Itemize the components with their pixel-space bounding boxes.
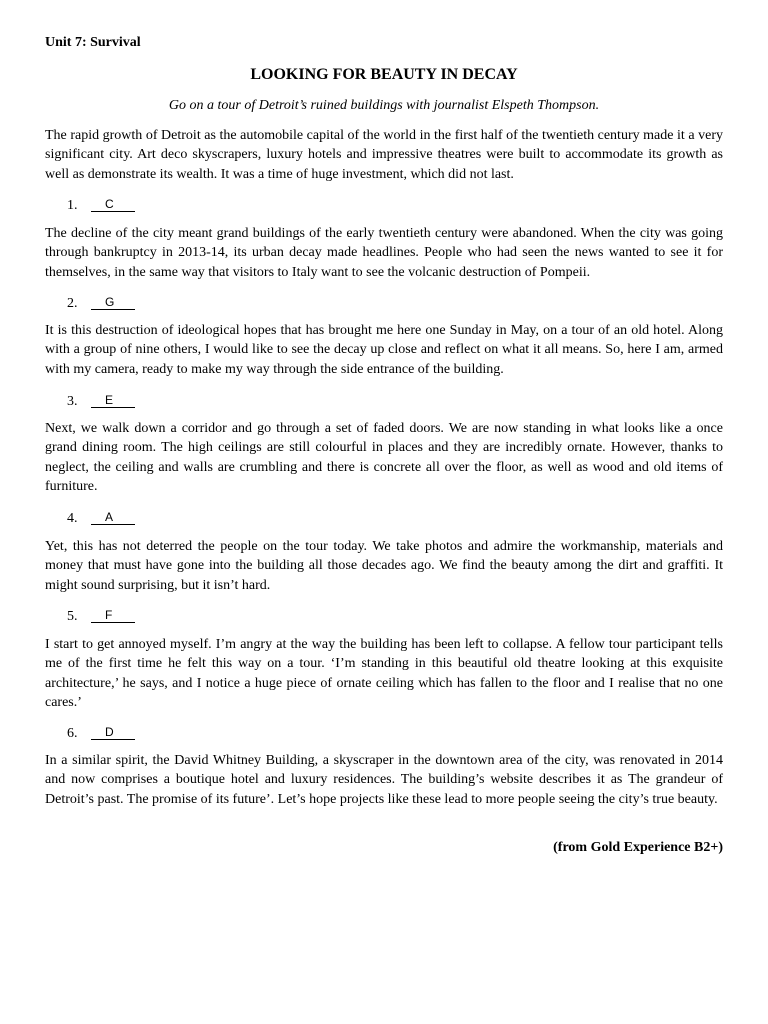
paragraph-5: Yet, this has not deterred the people on the tour today. We take photos and admire the workmanship, materials and money that must have gone into the building all those decades ago. We find the beauty among the dirt and graffiti. It might sound surprising, but it isn’t hard.	[45, 539, 723, 593]
gap-answer[interactable]: C	[91, 197, 135, 212]
gap-number: 4.	[67, 511, 78, 526]
article-subtitle: Go on a tour of Detroit’s ruined buildings with journalist Elspeth Thompson.	[168, 98, 600, 113]
gap-4	[67, 510, 135, 530]
article-title: LOOKING FOR BEAUTY IN DECAY	[250, 66, 518, 83]
gap-answer[interactable]: A	[91, 510, 135, 525]
gap-5	[67, 608, 135, 628]
gap-number: 5.	[67, 609, 78, 624]
source-credit: (from Gold Experience B2+)	[553, 840, 723, 855]
paragraph-2: The decline of the city meant grand buildings of the early twentieth century were abandoned. When the city was going through bankruptcy in 2013-14, its urban decay made headlines. People who had seen the news wanted to see it for themselves, in the same way that visitors to Italy want to see the volcanic destruction of Pompeii.	[45, 226, 723, 280]
gap-number: 6.	[67, 726, 78, 741]
gap-answer[interactable]: G	[91, 295, 135, 310]
paragraph-1: The rapid growth of Detroit as the automobile capital of the world in the first half of the twentieth century made it a very significant city. Art deco skyscrapers, luxury hotels and impressive theatres were built to accommodate its growth as well as demonstrate its wealth. It was a time of huge investment, which did not last.	[45, 128, 723, 182]
unit-heading: Unit 7: Survival	[45, 35, 141, 50]
gap-number: 2.	[67, 296, 78, 311]
gap-answer[interactable]: F	[91, 608, 135, 623]
gap-2	[67, 295, 135, 315]
gap-number: 3.	[67, 394, 78, 409]
paragraph-6: I start to get annoyed myself. I’m angry at the way the building has been left to collapse. A fellow tour participant tells me of the first time he felt this way on a tour. ‘I’m standing in this beautiful old theatre looking at this exquisite architecture,’ he says, and I notice a huge piece of ornate ceiling which has fallen to the floor and I realise that no one cares.’	[45, 637, 723, 710]
gap-number: 1.	[67, 198, 78, 213]
gap-1	[67, 197, 135, 217]
gap-answer[interactable]: E	[91, 393, 135, 408]
paragraph-3: It is this destruction of ideological hopes that has brought me here one Sunday in May, on a tour of an old hotel. Along with a group of nine others, I would like to see the decay up close and reflect on what it all means. So, here I am, armed with my camera, ready to make my way through the side entrance of the building.	[45, 323, 723, 377]
gap-6	[67, 725, 135, 745]
paragraph-4: Next, we walk down a corridor and go through a set of faded doors. We are now standing in what looks like a once grand dining room. The high ceilings are still colourful in places and they are incredibly ornate. However, thanks to neglect, the ceiling and walls are crumbling and there is concrete all over the floor, as well as wood and old items of furniture.	[45, 421, 723, 494]
paragraph-7: In a similar spirit, the David Whitney Building, a skyscraper in the downtown area of the city, was renovated in 2014 and now comprises a boutique hotel and luxury residences. The building’s website describes it as The grandeur of Detroit’s past. The promise of its future’. Let’s hope projects like these lead to more people seeing the city’s true beauty.	[45, 753, 723, 807]
gap-3	[67, 393, 135, 413]
gap-answer[interactable]: D	[91, 725, 135, 740]
